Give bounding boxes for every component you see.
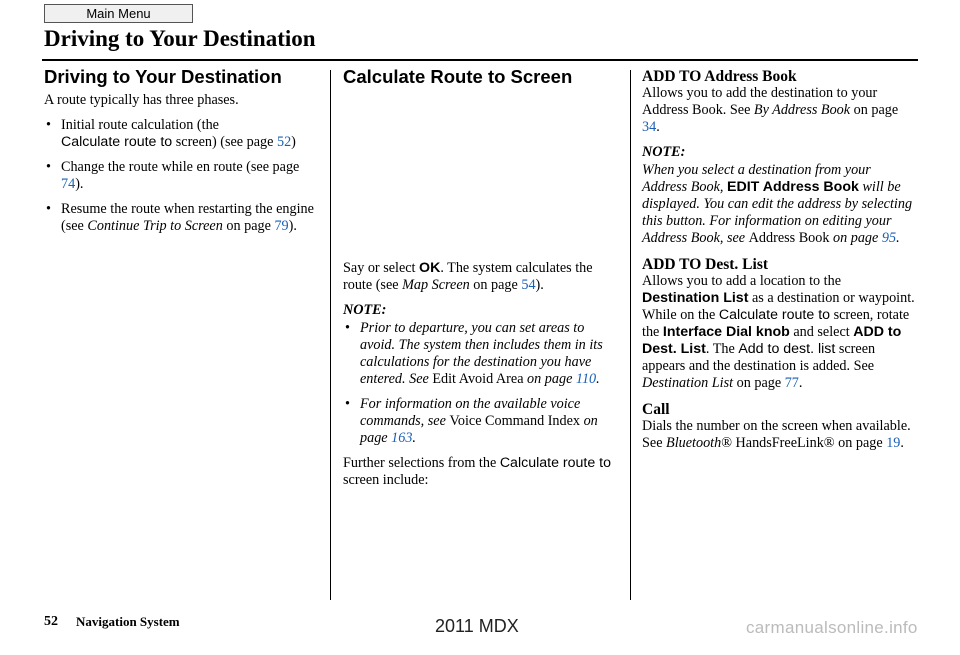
site-watermark: carmanualsonline.info bbox=[746, 618, 918, 637]
list-item: • Change the route while en route (see page 74). bbox=[44, 159, 320, 193]
body-text: Say or select OK. The system calculates the route (see Map Screen on page 54). bbox=[343, 260, 593, 293]
main-menu-button[interactable]: Main Menu bbox=[44, 4, 193, 23]
intro-text: A route typically has three phases. bbox=[44, 92, 239, 108]
page-link[interactable]: 54 bbox=[521, 277, 536, 293]
list-item: • For information on the available voice commands, see Voice Command Index on page 163. bbox=[343, 396, 619, 447]
column-divider-1 bbox=[330, 70, 331, 600]
body-text: Further selections from the Calculate route to screen include: bbox=[343, 455, 612, 488]
model-watermark: 2011 MDX bbox=[435, 616, 519, 636]
page-link[interactable]: 19 bbox=[886, 435, 901, 451]
page-link[interactable]: 110 bbox=[575, 371, 597, 387]
note-list bbox=[343, 320, 619, 447]
page-link[interactable]: 77 bbox=[784, 375, 799, 391]
note-text: When you select a destination from your Address Book, EDIT Address Book will be displayed. You can edit the address by selecting this button. For information on editing your Address Book, see Address Book on page 95. bbox=[642, 162, 913, 246]
phase-list bbox=[44, 117, 320, 235]
page-link[interactable]: 95 bbox=[881, 230, 897, 246]
list-item: • Prior to departure, you can set areas to avoid. The system then includes them in its calculations for the destination you have entered. See Edit Avoid Area on page 110. bbox=[343, 320, 619, 388]
page-link[interactable]: 74 bbox=[61, 176, 76, 192]
body-text: Allows you to add the destination to your Address Book. See By Address Book on page 34. bbox=[642, 85, 899, 135]
list-item: • Resume the route when restarting the engine (see Continue Trip to Screen on page 79). bbox=[44, 201, 320, 235]
section-heading: Calculate Route to Screen bbox=[343, 66, 573, 87]
footer-section-label: Navigation System bbox=[76, 614, 180, 629]
page-number: 52 bbox=[44, 614, 58, 629]
screen-image-area bbox=[343, 92, 619, 260]
body-text: Allows you to add a location to the Destination List as a destination or waypoint. While on the Calculate route to screen, rotate the Interface Dial knob and select ADD to Dest. List. The Add to dest. list screen appears and the destination is added. See Destination List on page 77. bbox=[642, 273, 915, 391]
note-label: NOTE: bbox=[343, 302, 387, 318]
column-2 bbox=[343, 68, 619, 489]
list-item: • Initial route calculation (the Calculate route to screen) (see page 52) bbox=[44, 117, 320, 151]
subsection-heading: Call bbox=[642, 401, 670, 418]
title-divider bbox=[42, 59, 918, 61]
page-link[interactable]: 52 bbox=[276, 134, 292, 150]
note-label: NOTE: bbox=[642, 144, 686, 160]
subsection-heading: ADD TO Dest. List bbox=[642, 256, 769, 273]
body-text: Dials the number on the screen when available. See Bluetooth® HandsFreeLink® on page 19. bbox=[642, 418, 911, 451]
column-1 bbox=[44, 68, 320, 235]
column-divider-2 bbox=[630, 70, 631, 600]
page-link[interactable]: 79 bbox=[274, 218, 289, 234]
page-link[interactable]: 163 bbox=[391, 430, 413, 446]
page-title: Driving to Your Destination bbox=[44, 26, 316, 51]
section-heading: Driving to Your Destination bbox=[44, 66, 282, 87]
page-link[interactable]: 34 bbox=[642, 119, 657, 135]
subsection-heading: ADD TO Address Book bbox=[642, 68, 797, 85]
column-3 bbox=[642, 68, 918, 452]
